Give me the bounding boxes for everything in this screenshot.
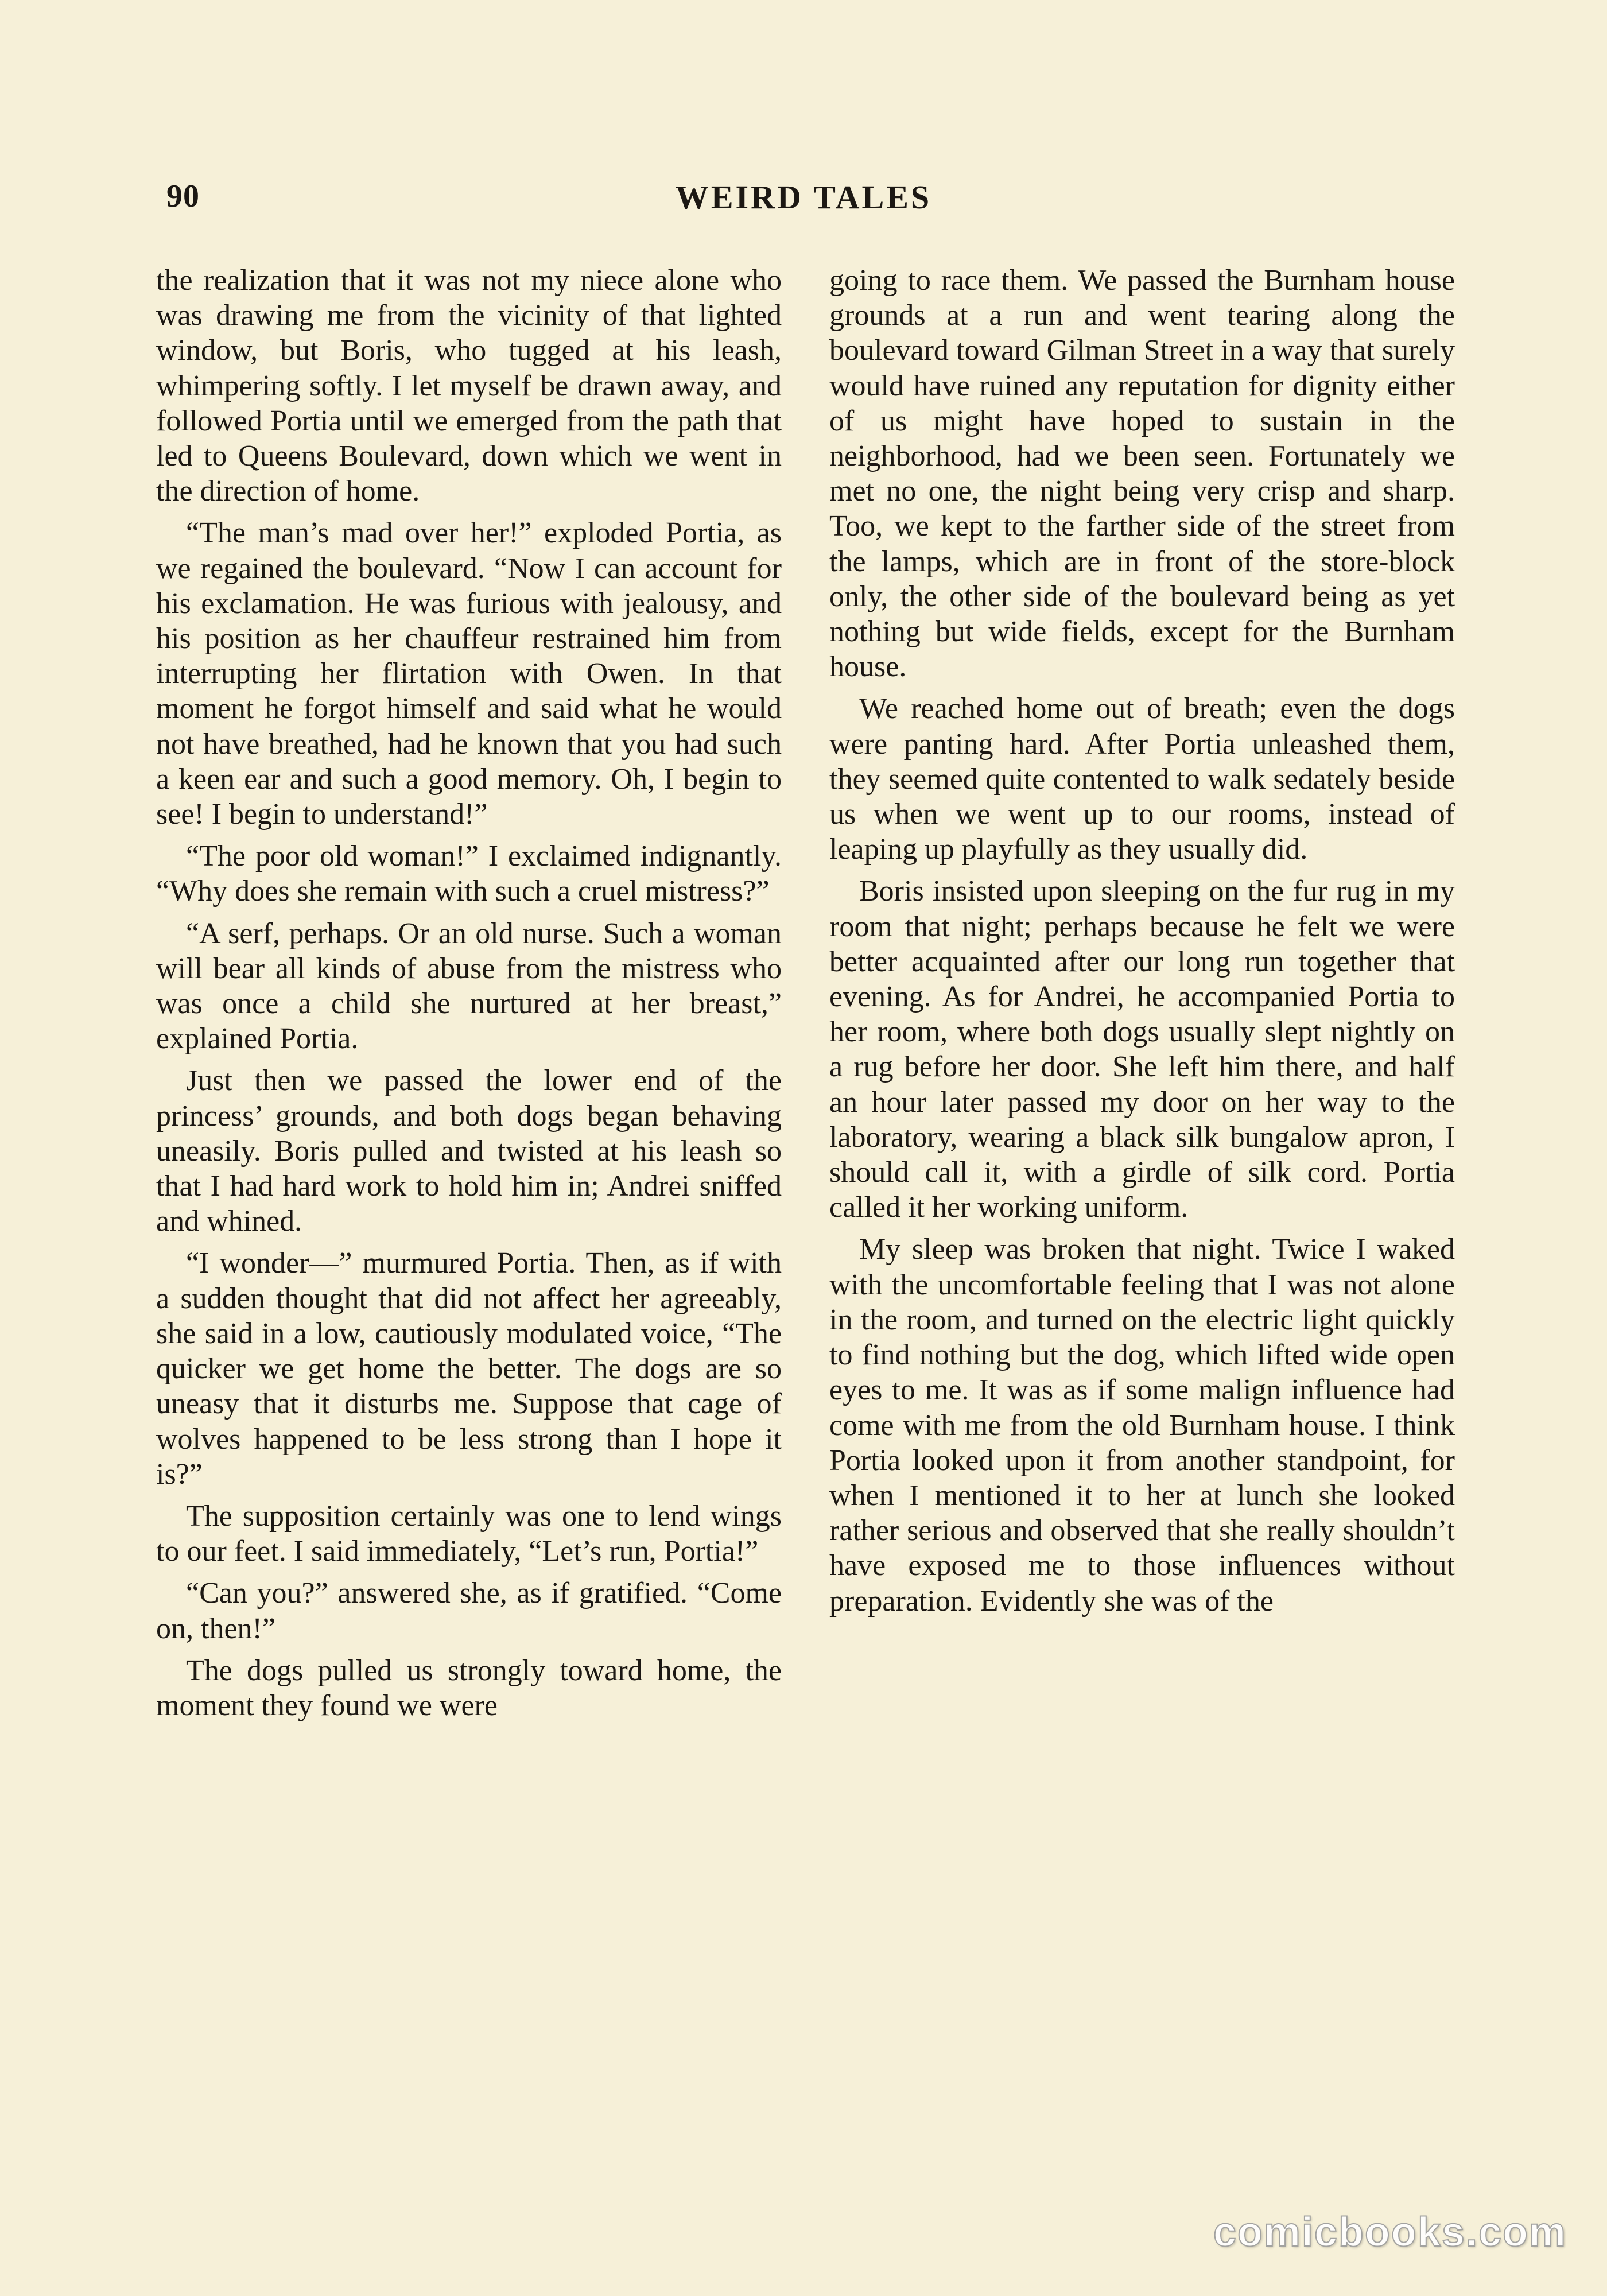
paragraph: “The poor old woman!” I exclaimed indignantly. “Why does she remain with such a cruel mistress?”	[156, 840, 782, 908]
paragraph: going to race them. We passed the Burnham house grounds at a run and went tearing along the boulevard toward Gilman Street in a way that surely would have ruined any reputation for dignity either of us might have hoped to sustain in the neighborhood, had we been seen. Fortunately we met no one, the night being very crisp and sharp. Too, we kept to the farther side of the street from the lamps, which are in front of the store-block only, the other side of the boulevard being as yet nothing but wide fields, except for the Burnham house.	[829, 264, 1455, 684]
paragraph: the realization that it was not my niece alone who was drawing me from the vicinity of that lighted window, but Boris, who tugged at his leash, whimpering softly. I let myself be drawn away, and followed Portia until we emerged from the path that led to Queens Boulevard, down which we went in the direction of home.	[156, 264, 782, 508]
left-column	[156, 263, 782, 1730]
paragraph: The supposition certainly was one to lend wings to our feet. I said immediately, “Let’s run, Portia!”	[156, 1499, 782, 1568]
paragraph: “Can you?” answered she, as if gratified. “Come on, then!”	[156, 1577, 782, 1645]
right-column	[829, 263, 1455, 1626]
paragraph: Boris insisted upon sleeping on the fur rug in my room that night; perhaps because he felt we were better acquainted after our long run together that evening. As for Andrei, he accompanied Portia to her room, where both dogs usually slept nightly on a rug before her door. She left him there, and half an hour later passed my door on her way to the laboratory, wearing a black silk bungalow apron, I should call it, with a girdle of silk cord. Portia called it her working uniform.	[829, 875, 1455, 1224]
page-number: 90	[166, 179, 200, 214]
paragraph: The dogs pulled us strongly toward home, the moment they found we were	[156, 1654, 782, 1722]
paragraph: We reached home out of breath; even the dogs were panting hard. After Portia unleashed them, they seemed quite contented to walk sedately beside us when we went up to our rooms, instead of leaping up playfully as they usually did.	[829, 692, 1455, 866]
paragraph: “The man’s mad over her!” exploded Portia, as we regained the boulevard. “Now I can account for his exclamation. He was furious with jealousy, and his position as her chauffeur restrained him from interrupting her flirtation with Owen. In that moment he forgot himself and said what he would not have breathed, had he known that you had such a keen ear and such a good memory. Oh, I begin to see! I begin to understand!”	[156, 517, 782, 831]
watermark-logo: comicbooks.com	[1213, 2209, 1567, 2255]
paragraph: “A serf, perhaps. Or an old nurse. Such a woman will bear all kinds of abuse from the mistress who was once a child she nurtured at her breast,” explained Portia.	[156, 917, 782, 1056]
paragraph: My sleep was broken that night. Twice I waked with the uncomfortable feeling that I was not alone in the room, and turned on the electric light quickly to find nothing but the dog, which lifted wide open eyes to me. It was as if some malign influence had come with me from the old Burnham house. I think Portia looked upon it from another standpoint, for when I mentioned it to her at lunch she looked rather serious and observed that she really shouldn’t have exposed me to those influences without preparation. Evidently she was of the	[829, 1233, 1455, 1618]
paragraph: Just then we passed the lower end of the princess’ grounds, and both dogs began behaving uneasily. Boris pulled and twisted at his leash so that I had hard work to hold him in; Andrei sniffed and whined.	[156, 1064, 782, 1238]
running-head: WEIRD TALES	[675, 179, 932, 216]
paragraph: “I wonder—” murmured Portia. Then, as if with a sudden thought that did not affect her agreeably, she said in a low, cautiously modulated voice, “The quicker we get home the better. The dogs are so uneasy that it disturbs me. Suppose that cage of wolves happened to be less strong than I hope it is?”	[156, 1247, 782, 1491]
